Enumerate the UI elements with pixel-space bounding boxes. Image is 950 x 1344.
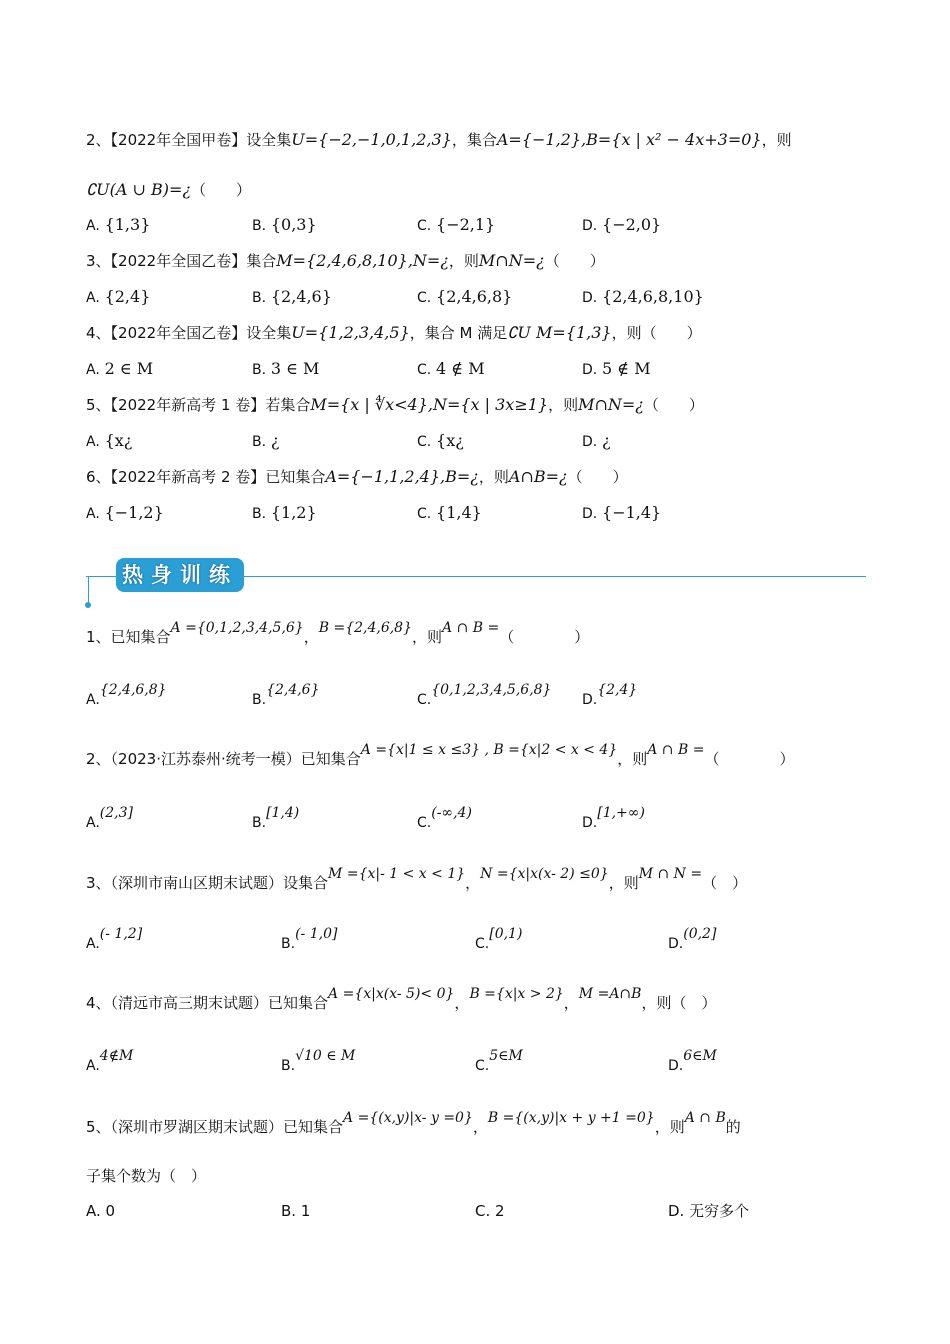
option-c [475,1048,523,1077]
option-value: (- 1,0] [295,926,338,942]
option-label: C. [417,434,432,450]
option-value: D. 无穷多个 [668,1202,750,1220]
option-c [417,286,512,309]
option-b [252,430,279,453]
option-value: [0,1) [489,926,523,942]
option-b [252,805,300,834]
answer-paren: （ ） [499,628,590,646]
math-expr: U={1,2,3,4,5} [291,323,410,342]
practice-3-stem [86,866,748,895]
option-label: D. [582,362,598,378]
question-4-stem [86,322,702,344]
option-a [86,682,167,711]
option-label: D. [668,1058,684,1074]
option-label: C. [417,506,432,522]
question-source: 【2022年全国乙卷】 [110,324,247,342]
option-value: 3 ∈ M [270,359,320,378]
option-b [281,1200,310,1222]
question-source: 【2022年全国甲卷】 [110,131,247,149]
option-d [668,1048,717,1077]
question-number: 3、 [86,252,111,270]
question-text: 集合 [246,252,277,270]
question-text: ，则 [548,396,579,414]
option-value: {2,4,6} [266,682,320,698]
option-value: {−1,4} [602,503,662,522]
option-label: A. [86,1058,100,1074]
option-label: D. [582,692,598,708]
punct: ， [472,1118,488,1136]
option-value: [1,4) [266,805,300,821]
option-label: D. [668,936,684,952]
option-value: (0,2] [683,926,717,942]
answer-paren: （ ） [191,181,252,199]
math-expr: B ={x|x > 2} [469,986,564,1002]
option-c [417,358,485,381]
option-value: 5 ∉ M [602,359,651,378]
question-source: 【2022年全国乙卷】 [110,252,247,270]
option-b [252,358,319,381]
math-expr: A ={(x,y)|x- y =0} [343,1110,473,1126]
option-value: 5∈M [489,1048,523,1064]
option-d [582,502,661,525]
option-a [86,502,164,525]
option-a [86,430,132,453]
option-value: {−1,2} [104,503,164,522]
option-value: {−2,0} [602,215,662,234]
option-value: (-∞,4) [431,805,472,821]
math-expr: A={−1,2},B={x | x² − 4x+3=0} [496,130,762,149]
option-value: {0,1,2,3,4,5,6,8} [431,682,552,698]
question-source: 【2022年新高考 1 卷】 [110,396,266,414]
option-d [582,286,704,309]
option-label: C. [417,362,432,378]
math-expr: M ={x|- 1 < x < 1} [328,866,466,882]
question-3-stem [86,250,605,272]
option-label: A. [86,434,100,450]
option-value: {2,4,6,8,10} [602,287,704,306]
option-label: C. [417,815,432,831]
option-value: {2,4} [597,682,638,698]
option-value: {x¿ [436,431,464,450]
option-value: {x¿ [104,431,133,450]
option-b [252,286,332,309]
option-label: C. [417,218,432,234]
option-label: B. [252,506,267,522]
answer-paren: （ ） [702,874,748,892]
answer-paren: （ ） [704,750,795,768]
option-value: {2,4,6,8} [436,287,513,306]
option-value: (2,3] [99,805,133,821]
punct: ， [563,994,579,1012]
question-5-stem [86,394,704,416]
option-label: B. [252,692,267,708]
option-b [252,214,317,237]
question-text: ，则 [654,1118,685,1136]
question-6-stem [86,466,628,488]
question-text: 设全集 [246,324,292,342]
option-a [86,358,153,381]
option-value: 4 ∉ M [436,359,485,378]
math-expr: B ={2,4,6,8} [318,620,412,636]
option-d [582,358,651,381]
question-text: 2、（2023·江苏泰州·统考一模）已知集合 [86,750,361,768]
option-label: A. [86,692,100,708]
option-label: D. [582,434,598,450]
option-a [86,214,150,237]
option-label: B. [281,1058,296,1074]
option-b [281,1048,356,1077]
math-expr: A ={0,1,2,3,4,5,6} [170,620,304,636]
question-text: ，则 [608,874,639,892]
option-value: {2,4,6} [270,287,332,306]
option-c [417,805,472,834]
option-value: {0,3} [270,215,317,234]
math-expr: A∩B=¿ [508,467,568,486]
option-b [252,682,320,711]
question-text: ，则（ ） [611,324,702,342]
option-a [86,1200,115,1222]
option-label: D. [582,290,598,306]
question-number: 5、 [86,396,111,414]
option-label: C. [475,1058,490,1074]
option-label: B. [281,936,296,952]
question-text: 3、（深圳市南山区期末试题）设集合 [86,874,329,892]
practice-1-stem [86,620,590,649]
option-d [582,430,611,453]
option-value: (- 1,2] [99,926,143,942]
question-text: 子集个数为（ ） [86,1167,207,1185]
option-a [86,805,133,834]
option-label: D. [582,815,598,831]
option-value: {1,2} [270,503,317,522]
option-value: 2 ∈ M [104,359,154,378]
option-value: ¿ [602,431,611,450]
option-d [668,1200,749,1222]
option-b [281,926,338,955]
section-header [86,556,866,606]
option-d [582,805,645,834]
option-label: D. [582,506,598,522]
option-value: A. 0 [86,1202,116,1220]
math-expr: M∩N=¿ [478,251,545,270]
section-dot [85,602,91,608]
option-label: B. [252,434,267,450]
question-source: 【2022年新高考 2 卷】 [110,468,266,486]
question-text: 5、（深圳市罗湖区期末试题）已知集合 [86,1118,344,1136]
answer-paren: （ ） [544,252,605,270]
option-a [86,926,143,955]
practice-5-stem [86,1110,741,1139]
option-value: 6∈M [683,1048,717,1064]
option-b [252,502,317,525]
option-label: A. [86,506,100,522]
math-expr: B ={(x,y)|x + y +1 =0} [487,1110,655,1126]
question-number: 2、 [86,131,111,149]
option-label: A. [86,362,100,378]
option-label: A. [86,218,100,234]
math-expr: ∁U M={1,3} [507,323,612,342]
answer-paren: （ ） [567,468,628,486]
math-expr: M={x | ∜x<4},N={x | 3x≥1} [310,395,549,414]
question-text: ，则 [617,750,648,768]
option-label: C. [417,692,432,708]
question-text: 若集合 [265,396,311,414]
math-expr: A ∩ B [684,1110,726,1126]
math-expr: A ={x|x(x- 5)< 0} [328,986,455,1002]
math-expr: A ∩ B = [647,742,705,758]
option-value: C. 2 [475,1202,505,1220]
math-expr: A={−1,1,2,4},B=¿ [325,467,479,486]
option-value: [1,+∞) [597,805,645,821]
option-label: A. [86,936,100,952]
question-text: 的 [725,1118,741,1136]
option-label: A. [86,815,100,831]
option-value: {−2,1} [436,215,496,234]
option-label: D. [582,218,598,234]
option-c [417,682,552,711]
question-text: ，则 [761,131,792,149]
math-expr: M =A∩B [578,986,642,1002]
option-value: √10 ∈ M [295,1048,356,1064]
practice-2-stem [86,742,795,771]
option-c [417,214,495,237]
option-value: {1,3} [104,215,151,234]
answer-paren: （ ） [643,396,704,414]
option-a [86,286,150,309]
option-label: B. [252,218,267,234]
option-label: C. [417,290,432,306]
option-c [475,926,523,955]
option-label: A. [86,290,100,306]
math-expr: M∩N=¿ [578,395,644,414]
option-value: {2,4,6,8} [99,682,167,698]
question-text: ，则 [448,252,479,270]
section-vertical-rule [88,576,89,604]
punct: ， [303,628,319,646]
option-value: ¿ [270,431,280,450]
option-c [417,502,482,525]
option-d [668,926,717,955]
question-text: 1、已知集合 [86,628,171,646]
option-value: {1,4} [436,503,482,522]
question-text: ，则（ ） [641,994,717,1012]
math-expr: M={2,4,6,8,10},N=¿ [276,251,449,270]
math-expr: U={−2,−1,0,1,2,3} [291,130,452,149]
question-text: ，集合 [451,131,497,149]
option-d [582,214,661,237]
practice-5-stem-line2 [86,1165,206,1187]
question-text: 4、（清远市高三期末试题）已知集合 [86,994,329,1012]
question-2-stem-line2 [86,179,251,201]
question-text: 已知集合 [265,468,326,486]
punct: ， [465,874,481,892]
question-text: ，则 [478,468,509,486]
punct: ， [454,994,470,1012]
question-text: ，集合 M 满足 [409,324,508,342]
math-expr: A ={x|1 ≤ x ≤3} , B ={x|2 < x < 4} [360,742,618,758]
option-label: B. [252,362,267,378]
question-2-stem [86,129,792,151]
option-d [582,682,638,711]
practice-4-stem [86,986,717,1015]
option-value: {2,4} [104,287,151,306]
math-expr: N ={x|x(x- 2) ≤0} [480,866,609,882]
section-title: 热身训练 [116,558,244,592]
question-text: ，则 [412,628,443,646]
math-expr: A ∩ B = [442,620,500,636]
option-a [86,1048,134,1077]
option-label: B. [252,815,267,831]
question-text: 设全集 [246,131,292,149]
option-value: 4∉M [99,1048,134,1064]
math-expr: ∁U(A ∪ B)=¿ [86,180,192,199]
option-value: B. 1 [281,1202,311,1220]
math-expr: M ∩ N = [638,866,703,882]
question-number: 6、 [86,468,111,486]
option-label: C. [475,936,490,952]
option-c [475,1200,505,1222]
question-number: 4、 [86,324,111,342]
option-label: B. [252,290,267,306]
option-c [417,430,464,453]
